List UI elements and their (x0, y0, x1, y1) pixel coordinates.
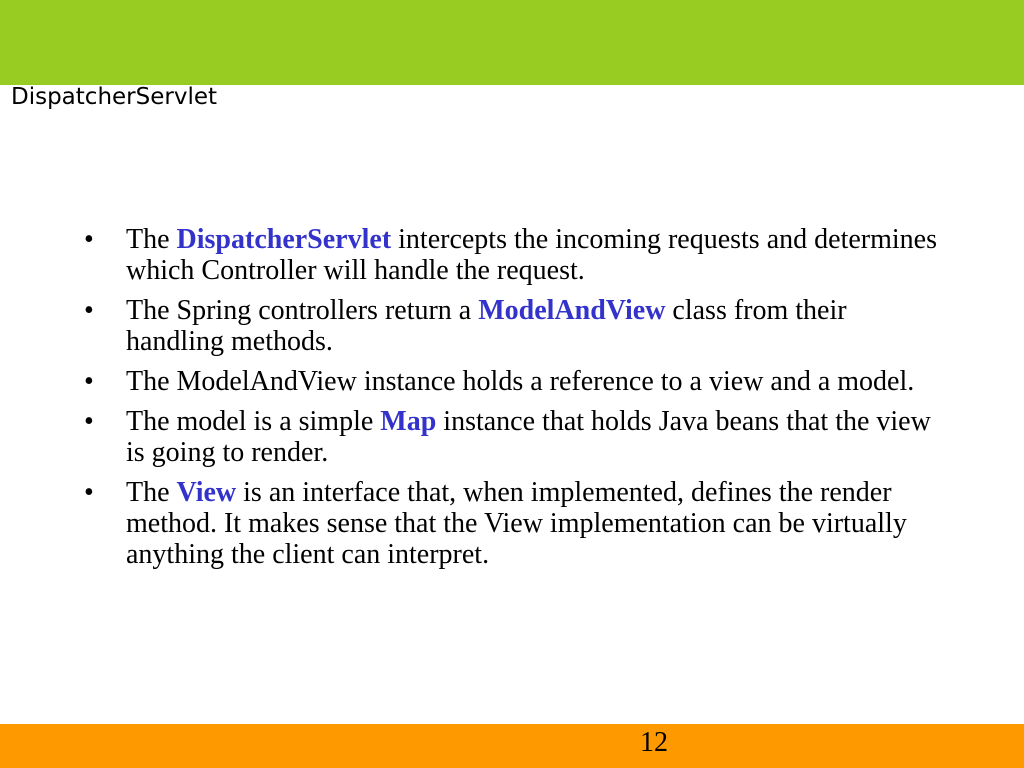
bullet-dot: • (84, 224, 94, 255)
top-banner (0, 0, 1024, 85)
bullet-text: The Spring controllers return a (126, 295, 479, 326)
slide-title: DispatcherServlet (11, 84, 218, 110)
bullet-dot: • (84, 477, 94, 508)
bullet-text: is an interface that, when implemented, defines the render method. It makes sense that the View implementation can be virtually anything the client can interpret. (126, 477, 907, 570)
bullet-text: instance that holds Java beans that the view is going to render. (126, 406, 931, 468)
bullet-item (84, 224, 944, 286)
bullet-text: The (126, 477, 177, 508)
bullet-list (84, 224, 944, 579)
bullet-text: The (126, 224, 177, 255)
highlighted-term: View (176, 477, 237, 508)
page-number: 12 (640, 727, 668, 758)
bottom-banner (0, 724, 1024, 768)
highlighted-term: Map (380, 406, 437, 437)
highlighted-term: DispatcherServlet (176, 224, 392, 255)
bullet-text: The ModelAndView instance holds a reference to a view and a model. (126, 366, 915, 397)
bullet-text: The model is a simple (126, 406, 381, 437)
bullet-item (84, 477, 944, 570)
highlighted-term: ModelAndView (478, 295, 666, 326)
bullet-dot: • (84, 295, 94, 326)
bullet-item (84, 406, 944, 468)
bullet-dot: • (84, 366, 94, 397)
bullet-dot: • (84, 406, 94, 437)
bullet-item (84, 366, 944, 397)
bullet-item (84, 295, 944, 357)
bullet-text: class from their handling methods. (126, 295, 847, 357)
bullet-text: intercepts the incoming requests and determines which Controller will handle the request. (126, 224, 937, 286)
